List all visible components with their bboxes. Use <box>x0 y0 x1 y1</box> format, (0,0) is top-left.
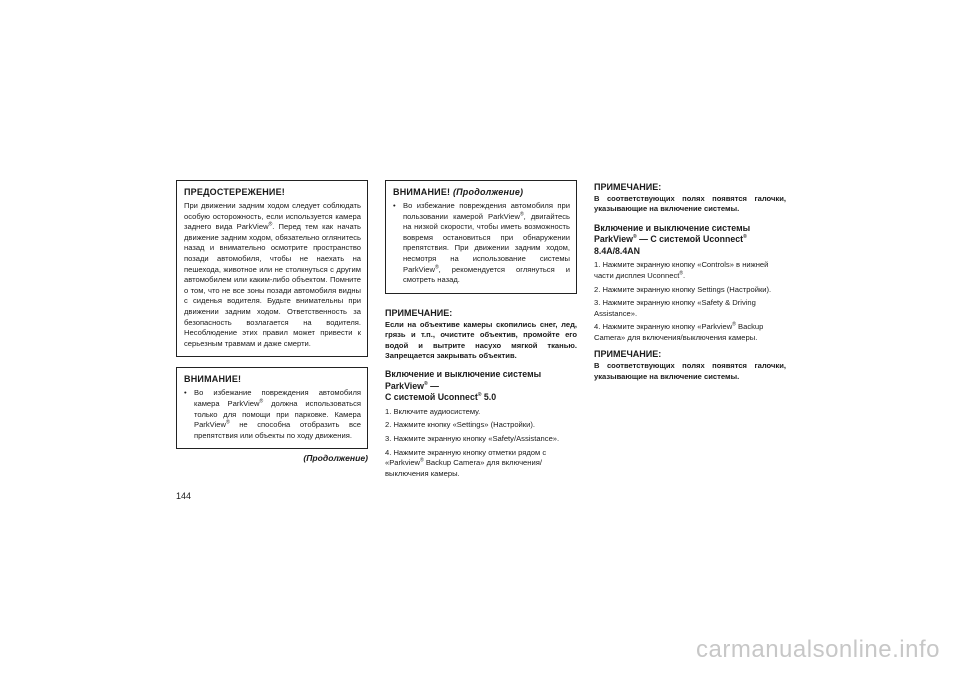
continued-label: (Продолжение) <box>303 453 368 464</box>
note-text: В соответствующих полях появятся галочки, указывающие на включение системы. <box>594 361 786 381</box>
step-item: 4. Нажмите экранную кнопку отметки рядом с «Parkview® Backup Camera» для включения/выключения камеры. <box>385 447 547 478</box>
note-text: Если на объективе камеры скопились снег, лед, грязь и т.п., очистите объектив, промойте его водой и вытрите насухо мягкой тканью. Запрещается закрывать объектив. <box>385 319 577 360</box>
step-item: 1. Нажмите экранную кнопку «Controls» в нижней части дисплея Uconnect®. <box>594 260 769 280</box>
note-heading: ПРИМЕЧАНИЕ: <box>594 349 662 360</box>
note-heading: ПРИМЕЧАНИЕ: <box>385 307 453 318</box>
bullet-icon: • <box>393 201 396 210</box>
step-item: 3. Нажмите экранную кнопку «Safety/Assistance». <box>385 434 560 444</box>
column-middle <box>385 180 577 482</box>
column-left <box>176 180 368 463</box>
caution-title: ВНИМАНИЕ! <box>184 374 242 385</box>
note-heading: ПРИМЕЧАНИЕ: <box>594 182 662 192</box>
section-heading-uconnect-84: Включение и выключение системы ParkView® — С системой Uconnect® 8.4A/8.4AN <box>594 222 751 256</box>
warning-box <box>176 180 368 357</box>
caution-bullet: • Во избежание повреждения автомобиля камера ParkView® должна использоваться только для помощи при парковке. Камера ParkView® не способна отобразить все препятствия или объекты по ходу движения. <box>184 388 361 440</box>
caution-bullet: • Во избежание повреждения автомобиля при пользовании камерой ParkView®, двигайтесь на низкой скорости, чтобы иметь возможность вовремя остановиться при обнаружении препятствия. При движении задним ходом, несмотря на использование системы ParkView®, рекомендуется оглянуться и смотреть назад. <box>393 201 570 285</box>
caution-box <box>176 367 368 449</box>
step-item: 4. Нажмите экранную кнопку «Parkview® Backup Camera» для включения/выключения камеры. <box>594 321 764 342</box>
section-heading-uconnect-5: Включение и выключение системы ParkView® — С системой Uconnect® 5.0 <box>385 369 542 403</box>
warning-text: При движении задним ходом следует соблюдать особую осторожность, если используется камера заднего вида ParkView®. Перед тем как начать движение задним ходом, обязательно оглянитесь назад и внимательно осмотрите пространство позади автомобиля, чтобы не наехать на пешехода, животное или не столкнуться с другим автомобилем или каким-либо объектом. Помните о том, что не все зоны позади автомобиля видны с сиденья водителя. Будьте внимательны при движении задним ходом. Ответственность за безопасность возлагается на водителя. Несоблюдение этих правил может привести к серьезным травмам и даже смерти. <box>184 201 361 348</box>
page-number: 144 <box>176 491 192 501</box>
watermark: carmanualsonline.info <box>696 636 940 663</box>
step-item: 2. Нажмите экранную кнопку Settings (Настройки). <box>594 284 772 294</box>
step-item: 3. Нажмите экранную кнопку «Safety & Driving Assistance». <box>594 298 756 318</box>
caution-continued-title: ВНИМАНИЕ! (Продолжение) <box>393 187 524 197</box>
note-text: В соответствующих полях появятся галочки, указывающие на включение системы. <box>594 194 786 214</box>
step-item: 2. Нажмите кнопку «Settings» (Настройки). <box>385 420 535 430</box>
bullet-icon: • <box>184 388 187 398</box>
caution-continued-box <box>385 180 577 294</box>
step-item: 1. Включите аудиосистему. <box>385 406 481 416</box>
warning-title: ПРЕДОСТЕРЕЖЕНИЕ! <box>184 187 285 197</box>
column-right <box>594 180 786 390</box>
